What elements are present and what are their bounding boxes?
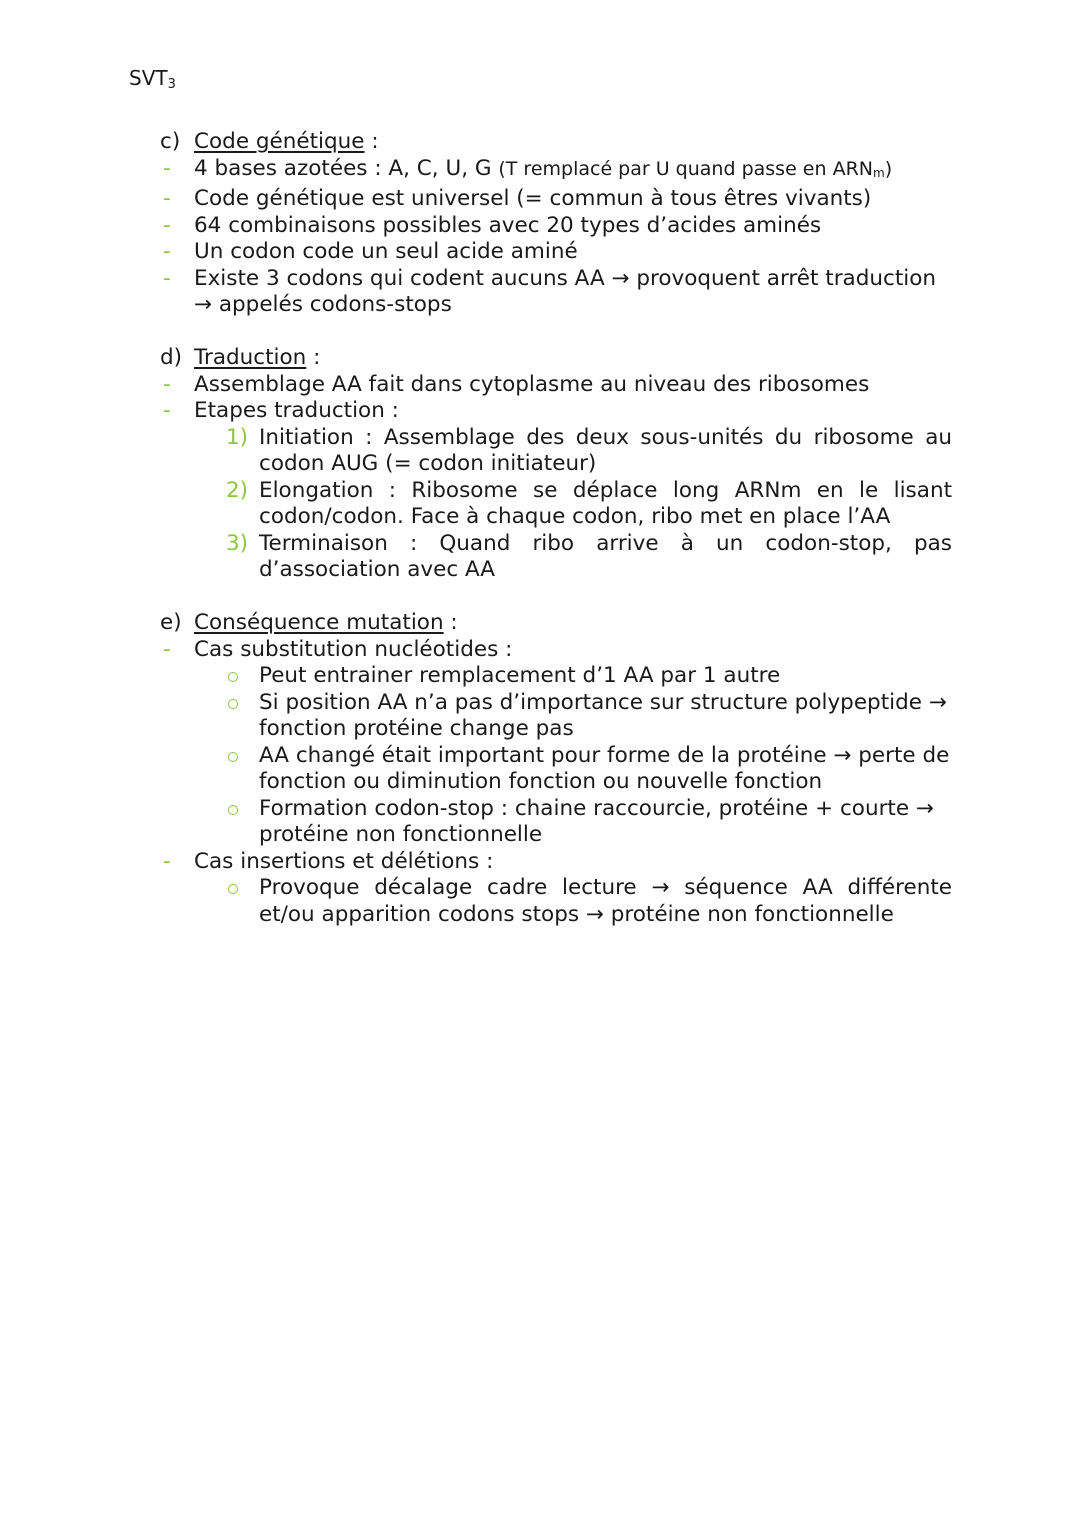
numbered-step (160, 531, 952, 584)
item-text: Etapes traduction : (194, 398, 399, 423)
list-item (160, 637, 952, 664)
header-prefix: SVT (129, 66, 168, 90)
numbered-step (160, 425, 952, 478)
point-text: AA changé était important pour forme de la protéine → perte de (259, 742, 950, 768)
circle-bullet-icon (228, 805, 238, 815)
point-text-continued: et/ou apparition codons stops → protéine non fonctionnelle (259, 901, 894, 927)
document-body (160, 129, 952, 955)
step-number: 2) (226, 477, 249, 503)
item-text-continued: → appelés codons-stops (194, 292, 452, 317)
item-text: Un codon code un seul acide aminé (194, 239, 578, 264)
step-text: Terminaison : Quand ribo arrive à un codon-stop, pas (259, 530, 952, 556)
note-subscript: m (873, 165, 885, 180)
step-text-continued: codon AUG (= codon initiateur) (259, 451, 597, 476)
point-text: Peut entrainer remplacement d’1 AA par 1 autre (259, 663, 781, 688)
list-item (160, 372, 952, 399)
point-text: Si position AA n’a pas d’importance sur structure polypeptide → (259, 689, 947, 715)
list-item (160, 239, 952, 266)
section-title-text: Code génétique (194, 129, 365, 154)
dash-bullet: - (163, 186, 171, 211)
note-text: (T remplacé par U quand passe en ARN (498, 157, 873, 180)
circle-bullet-icon (228, 752, 238, 762)
section-title-colon: : (443, 610, 458, 635)
circle-bullet-icon (228, 699, 238, 709)
section-letter: d) (160, 345, 183, 370)
section-title (160, 345, 952, 372)
dash-bullet: - (163, 636, 171, 662)
item-note (498, 158, 892, 180)
dash-bullet: - (163, 265, 171, 291)
section-code-genetique (160, 129, 952, 319)
step-text-continued: codon/codon. Face à chaque codon, ribo met en place l’AA (259, 504, 891, 529)
section-title-text: Conséquence mutation (194, 610, 444, 635)
step-text: Initiation : Assemblage des deux sous-unités du ribosome au (259, 424, 952, 450)
point-text: Provoque décalage cadre lecture → séquence AA différente (259, 875, 952, 900)
section-title (160, 129, 952, 156)
circle-point (160, 796, 952, 849)
item-text: Assemblage AA fait dans cytoplasme au niveau des ribosomes (194, 371, 870, 397)
section-letter: e) (160, 610, 182, 635)
item-text: Code génétique est universel (= commun à tous êtres vivants) (194, 186, 872, 211)
circle-point (160, 875, 952, 928)
section-title (160, 610, 952, 637)
circle-bullet-icon (228, 672, 238, 682)
dash-bullet: - (163, 398, 171, 423)
step-text-continued: d’association avec AA (259, 557, 495, 582)
point-text-continued: protéine non fonctionnelle (259, 822, 543, 847)
item-text: 4 bases azotées : A, C, U, G (194, 155, 499, 181)
list-item (160, 186, 952, 213)
note-end: ) (884, 157, 893, 180)
circle-point (160, 743, 952, 796)
dash-bullet: - (163, 239, 171, 264)
step-number: 3) (226, 530, 249, 556)
circle-bullet-icon (228, 884, 238, 894)
section-letter: c) (160, 129, 181, 154)
item-text: Cas insertions et délétions : (194, 848, 494, 874)
section-title-text: Traduction (194, 345, 307, 370)
point-text-continued: fonction protéine change pas (259, 716, 574, 741)
section-traduction (160, 345, 952, 584)
list-item (160, 849, 952, 876)
dash-bullet: - (163, 212, 171, 238)
circle-point (160, 663, 952, 690)
point-text: Formation codon-stop : chaine raccourcie, protéine + courte → (259, 795, 934, 821)
dash-bullet: - (163, 371, 171, 397)
numbered-step (160, 478, 952, 531)
step-text: Elongation : Ribosome se déplace long ARNm en le lisant (259, 477, 952, 503)
item-text: Existe 3 codons qui codent aucuns AA → provoquent arrêt traduction (194, 265, 937, 291)
item-text: Cas substitution nucléotides : (194, 636, 513, 662)
list-item (160, 213, 952, 240)
section-title-colon: : (364, 129, 379, 154)
point-text-continued: fonction ou diminution fonction ou nouvelle fonction (259, 769, 823, 794)
dash-bullet: - (163, 848, 171, 874)
header-subscript: 3 (167, 77, 176, 92)
step-number: 1) (226, 424, 249, 450)
page-header (129, 66, 176, 92)
section-title-colon: : (306, 345, 321, 370)
list-item (160, 398, 952, 425)
item-text: 64 combinaisons possibles avec 20 types d’acides aminés (194, 212, 822, 238)
list-item (160, 156, 952, 187)
list-item (160, 266, 952, 319)
circle-point (160, 690, 952, 743)
dash-bullet: - (163, 155, 171, 181)
section-consequence-mutation (160, 610, 952, 928)
